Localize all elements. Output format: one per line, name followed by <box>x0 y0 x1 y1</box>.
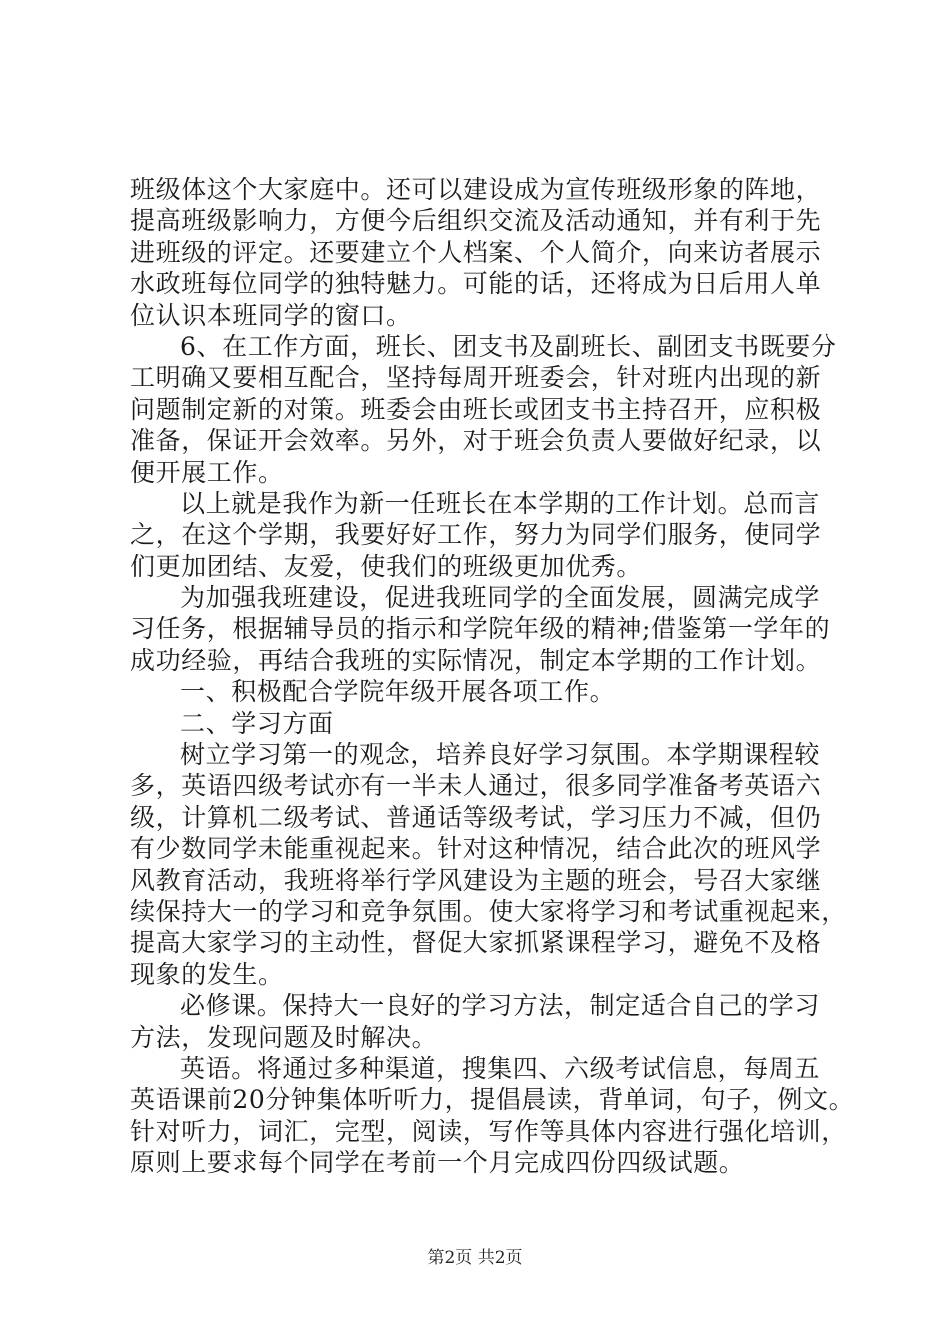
document-body <box>130 174 855 1179</box>
text-line: 为加强我班建设，促进我班同学的全面发展，圆满完成学 <box>180 583 821 613</box>
text-line: 工明确又要相互配合，坚持每周开班委会，针对班内出现的新 <box>130 363 822 393</box>
text-line: 级，计算机二级考试、普通话等级考试，学习压力不减，但仍 <box>130 802 822 832</box>
text-line: 原则上要求每个同学在考前一个月完成四份四级试题。 <box>130 1148 745 1178</box>
text-line: 问题制定新的对策。班委会由班长或团支书主持召开，应积极 <box>130 394 822 424</box>
text-line: 续保持大一的学习和竞争氛围。使大家将学习和考试重视起来， <box>130 896 847 926</box>
text-line: 二、学习方面 <box>180 708 334 738</box>
text-line: 水政班每位同学的独特魅力。可能的话，还将成为日后用人单 <box>130 269 822 299</box>
text-line: 现象的发生。 <box>130 959 284 989</box>
text-line: 之，在这个学期，我要好好工作，努力为同学们服务，使同学 <box>130 520 822 550</box>
text-line: 英语课前20分钟集体听听力，提倡晨读，背单词，句子，例文。 <box>130 1085 855 1115</box>
text-line: 便开展工作。 <box>130 457 284 487</box>
page-footer: 第2页 共2页 <box>427 1248 523 1268</box>
text-line: 风教育活动，我班将举行学风建设为主题的班会，号召大家继 <box>130 865 822 895</box>
text-line: 位认识本班同学的窗口。 <box>130 300 412 330</box>
text-line: 班级体这个大家庭中。还可以建设成为宣传班级形象的阵地， <box>130 175 822 204</box>
text-line: 提高班级影响力，方便今后组织交流及活动通知，并有利于先 <box>130 206 822 236</box>
text-line: 树立学习第一的观念，培养良好学习氛围。本学期课程较 <box>180 740 821 770</box>
text-line: 提高大家学习的主动性，督促大家抓紧课程学习，避免不及格 <box>130 928 822 958</box>
text-line: 有少数同学未能重视起来。针对这种情况，结合此次的班风学 <box>130 834 822 864</box>
text-line: 进班级的评定。还要建立个人档案、个人简介，向来访者展示 <box>130 237 822 267</box>
text-line: 准备，保证开会效率。另外，对于班会负责人要做好纪录，以 <box>130 426 822 456</box>
text-line: 以上就是我作为新一任班长在本学期的工作计划。总而言 <box>180 488 821 518</box>
text-line: 方法，发现问题及时解决。 <box>130 1022 438 1052</box>
text-line: 们更加团结、友爱，使我们的班级更加优秀。 <box>130 551 643 581</box>
text-line: 一、积极配合学院年级开展各项工作。 <box>180 677 616 707</box>
text-line: 针对听力，词汇，完型，阅读，写作等具体内容进行强化培训， <box>130 1116 847 1146</box>
text-line: 多，英语四级考试亦有一半未人通过，很多同学准备考英语六 <box>130 771 822 801</box>
text-line: 成功经验，再结合我班的实际情况，制定本学期的工作计划。 <box>130 645 822 675</box>
text-line: 英语。将通过多种渠道，搜集四、六级考试信息，每周五 <box>180 1053 821 1083</box>
text-line: 必修课。保持大一良好的学习方法，制定适合自己的学习 <box>180 991 821 1021</box>
text-line: 6、在工作方面，班长、团支书及副班长、副团支书既要分 <box>180 331 837 361</box>
text-line: 习任务，根据辅导员的指示和学院年级的精神;借鉴第一学年的 <box>130 614 831 644</box>
